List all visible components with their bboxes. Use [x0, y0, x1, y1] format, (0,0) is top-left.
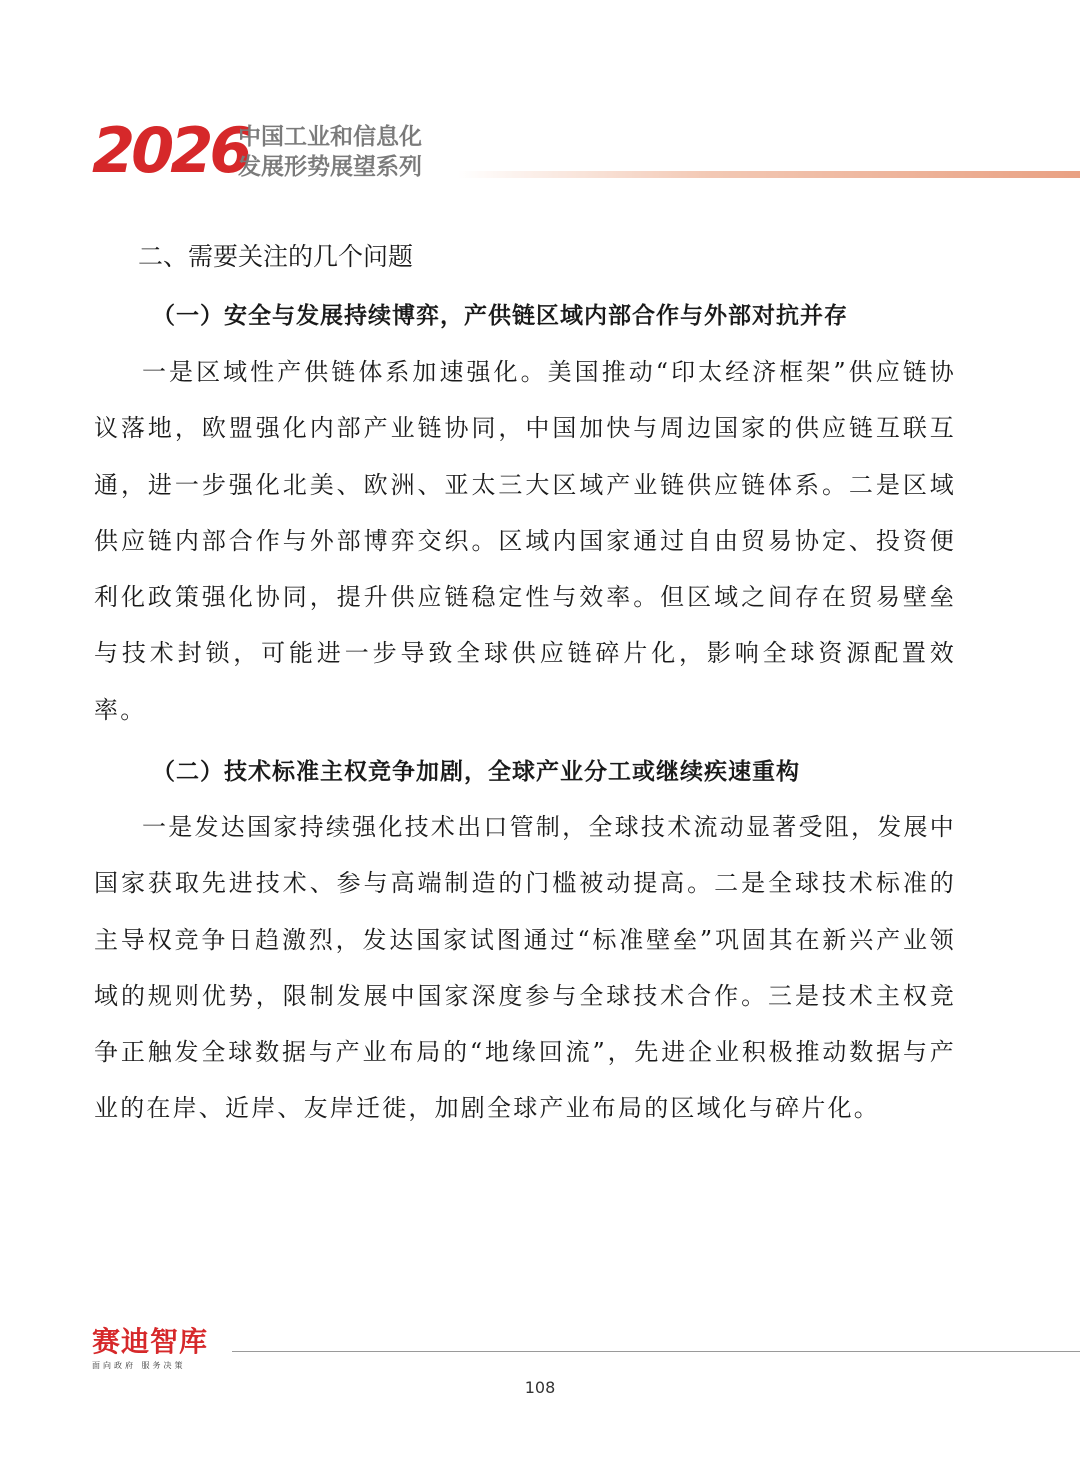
- brand-slogan: 面向政府 服务决策: [92, 1361, 186, 1370]
- footer-brand-logo: [92, 1326, 208, 1372]
- section-title: 二、需要关注的几个问题: [138, 242, 414, 271]
- brand-name: 赛迪智库: [92, 1325, 209, 1358]
- year-logo: [92, 116, 249, 186]
- subsection-2-body: 一是发达国家持续强化技术出口管制，全球技术流动显著受阻，发展中国家获取先进技术、参与高端制造的门槛被动提高。二是全球技术标准的主导权竞争日趋激烈，发达国家试图通过“标准壁垒”巩固其在新兴产业领域的规则优势，限制发展中国家深度参与全球技术合作。三是技术主权竞争正触发全球数据与产业布局的“地缘回流”，先进企业积极推动数据与产业的在岸、近岸、友岸迁徙，加剧全球产业布局的区域化与碎片化。: [94, 813, 956, 1123]
- page-header: [0, 0, 1080, 200]
- page-number: 108: [524, 1378, 556, 1397]
- subsection-2-heading: （二）技术标准主权竞争加剧，全球产业分工或继续疾速重构: [152, 758, 800, 785]
- subsection-1-heading: （一）安全与发展持续博弈，产供链区域内部合作与外部对抗并存: [152, 302, 848, 329]
- series-title-line2: 发展形势展望系列: [238, 154, 422, 180]
- header-divider: [458, 171, 1080, 178]
- subsection-1-body: 一是区域性产供链体系加速强化。美国推动“印太经济框架”供应链协议落地，欧盟强化内部产业链协同，中国加快与周边国家的供应链互联互通，进一步强化北美、欧洲、亚太三大区域产业链供应链体系。二是区域供应链内部合作与外部博弈交织。区域内国家通过自由贸易协定、投资便利化政策强化协同，提升供应链稳定性与效率。但区域之间存在贸易壁垒与技术封锁，可能进一步导致全球供应链碎片化，影响全球资源配置效率。: [94, 358, 956, 724]
- series-title: [238, 122, 422, 182]
- year-logo-text: 2026: [92, 114, 249, 187]
- series-title-line1: 中国工业和信息化: [238, 124, 422, 150]
- footer-divider: [232, 1351, 1080, 1352]
